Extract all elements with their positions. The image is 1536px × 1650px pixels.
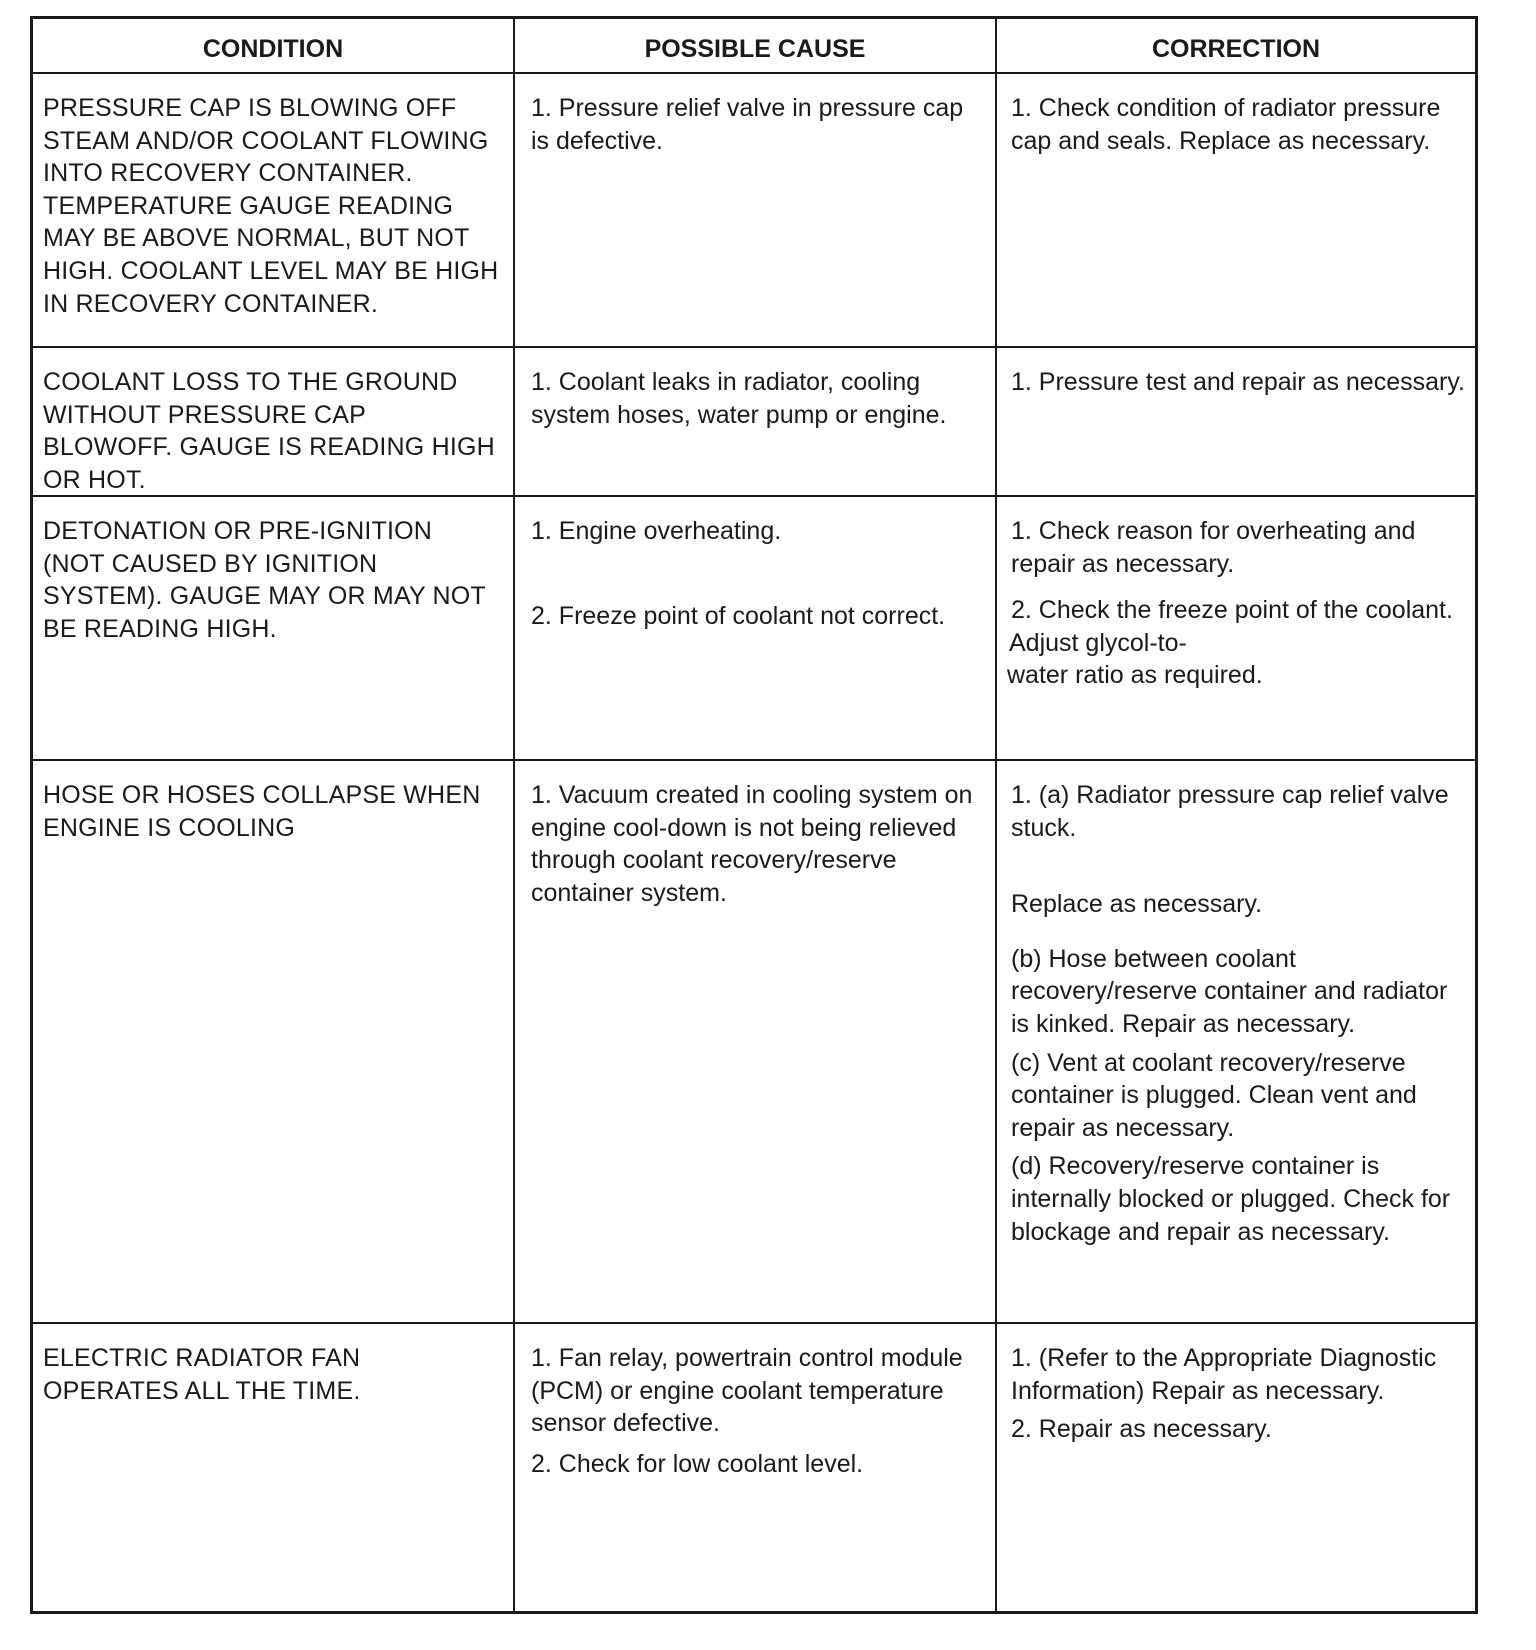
table-header-row [33, 19, 1475, 74]
condition-text: HOSE OR HOSES COLLAPSE WHEN ENGINE IS COOLING [43, 781, 481, 842]
table-row [33, 1324, 1475, 1611]
condition-text: COOLANT LOSS TO THE GROUND WITHOUT PRESSURE CAP BLOWOFF. GAUGE IS READING HIGH OR HOT. [43, 368, 495, 494]
condition-text: PRESSURE CAP IS BLOWING OFF STEAM AND/OR COOLANT FLOWING INTO RECOVERY CONTAINER. TEMPERATURE GAUGE READING MAY BE ABOVE NORMAL, BUT NOT HIGH. COOLANT LEVEL MAY BE HIGH IN RECOVERY CONTAINER. [43, 94, 499, 318]
condition-text: DETONATION OR PRE-IGNITION (NOT CAUSED BY IGNITION SYSTEM). GAUGE MAY OR MAY NOT BE READING HIGH. [43, 517, 486, 643]
cause-text: 1. Fan relay, powertrain control module (PCM) or engine coolant temperature sensor defective. [531, 1344, 963, 1438]
cause-text: 1. Pressure relief valve in pressure cap is defective. [531, 94, 964, 155]
condition-text: ELECTRIC RADIATOR FAN OPERATES ALL THE TIME. [43, 1344, 361, 1405]
header-correction: CORRECTION [1151, 35, 1321, 63]
condition-cell [33, 1324, 515, 1611]
correction-cell [997, 348, 1475, 495]
possible-cause-cell [515, 348, 997, 495]
correction-text: Adjust glycol-to- [1009, 628, 1187, 657]
cause-text: 1. Vacuum created in cooling system on engine cool-down is not being relieved through coolant recovery/reserve container system. [531, 781, 973, 907]
possible-cause-cell [515, 1324, 997, 1611]
correction-text: 1. Check reason for overheating and repair as necessary. [1011, 517, 1416, 578]
cause-text: 1. Coolant leaks in radiator, cooling system hoses, water pump or engine. [531, 368, 947, 429]
correction-cell [997, 761, 1475, 1322]
correction-cell [997, 497, 1475, 759]
header-condition: CONDITION [33, 19, 515, 72]
diagnosis-table [30, 16, 1478, 1614]
table-row [33, 74, 1475, 348]
possible-cause-cell [515, 74, 997, 346]
possible-cause-cell [515, 761, 997, 1322]
correction-text: (b) Hose between coolant recovery/reserve container and radiator is kinked. Repair as necessary. [1011, 944, 1448, 1038]
cause-text: 2. Check for low coolant level. [531, 1449, 864, 1478]
correction-text: 1. Pressure test and repair as necessary. [1011, 368, 1465, 396]
correction-text: 2. Repair as necessary. [1011, 1415, 1272, 1444]
possible-cause-cell [515, 497, 997, 759]
correction-text: 2. Check the freeze point of the coolant. [1011, 596, 1453, 625]
correction-text: Replace as necessary. [1011, 890, 1263, 919]
correction-cell [997, 1324, 1475, 1611]
correction-text: 1. (a) Radiator pressure cap relief valve stuck. [1011, 781, 1449, 842]
condition-cell [33, 761, 515, 1322]
header-possible-cause: POSSIBLE CAUSE [515, 19, 997, 72]
table-row [33, 348, 1475, 497]
correction-text: (c) Vent at coolant recovery/reserve container is plugged. Clean vent and repair as necessary. [1011, 1048, 1417, 1142]
condition-cell [33, 497, 515, 759]
cause-text: 2. Freeze point of coolant not correct. [531, 601, 946, 630]
condition-cell [33, 348, 515, 495]
table-row [33, 761, 1475, 1324]
cause-text: 1. Engine overheating. [531, 517, 782, 545]
condition-cell [33, 74, 515, 346]
correction-text: (d) Recovery/reserve container is internally blocked or plugged. Check for blockage and repair as necessary. [1011, 1152, 1451, 1246]
correction-text: 1. (Refer to the Appropriate Diagnostic Information) Repair as necessary. [1011, 1344, 1437, 1405]
correction-cell [997, 74, 1475, 346]
table-row [33, 497, 1475, 761]
correction-text: 1. Check condition of radiator pressure cap and seals. Replace as necessary. [1011, 94, 1441, 155]
correction-text: water ratio as required. [1007, 661, 1263, 690]
